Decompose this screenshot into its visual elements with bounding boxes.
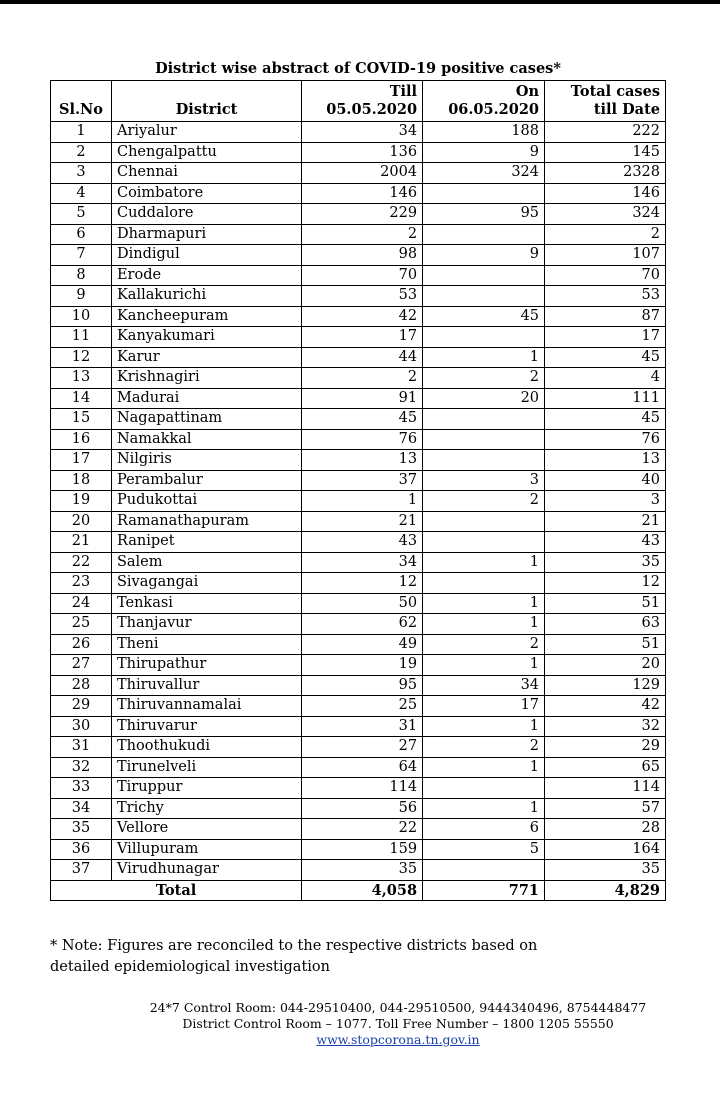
header-total-line1: Total cases xyxy=(570,83,660,100)
row-district: Ranipet xyxy=(111,532,301,553)
row-slno: 25 xyxy=(51,614,112,635)
row-district: Chengalpattu xyxy=(111,142,301,163)
row-slno: 19 xyxy=(51,491,112,512)
row-slno: 1 xyxy=(51,122,112,143)
row-slno: 21 xyxy=(51,532,112,553)
table-row xyxy=(51,183,666,204)
table-row xyxy=(51,593,666,614)
row-district: Tirunelveli xyxy=(111,757,301,778)
row-till: 17 xyxy=(302,327,423,348)
row-till: 91 xyxy=(302,388,423,409)
table-row xyxy=(51,450,666,471)
table-footer xyxy=(51,880,666,901)
row-district: Theni xyxy=(111,634,301,655)
row-on: 17 xyxy=(423,696,545,717)
note-line2: detailed epidemiological investigation xyxy=(50,959,330,975)
row-district: Thiruvannamalai xyxy=(111,696,301,717)
top-border xyxy=(0,0,720,4)
row-district: Cuddalore xyxy=(111,204,301,225)
table-row xyxy=(51,327,666,348)
row-district: Ramanathapuram xyxy=(111,511,301,532)
row-on xyxy=(423,573,545,594)
row-till: 229 xyxy=(302,204,423,225)
row-on: 3 xyxy=(423,470,545,491)
row-on: 6 xyxy=(423,819,545,840)
row-district: Thiruvarur xyxy=(111,716,301,737)
row-slno: 5 xyxy=(51,204,112,225)
row-total: 12 xyxy=(545,573,666,594)
row-on: 1 xyxy=(423,347,545,368)
row-on xyxy=(423,183,545,204)
row-on xyxy=(423,265,545,286)
row-on xyxy=(423,532,545,553)
header-slno: Sl.No xyxy=(51,81,112,122)
row-till: 34 xyxy=(302,122,423,143)
row-slno: 8 xyxy=(51,265,112,286)
row-slno: 12 xyxy=(51,347,112,368)
row-on xyxy=(423,286,545,307)
row-till: 13 xyxy=(302,450,423,471)
table-row xyxy=(51,675,666,696)
row-total: 107 xyxy=(545,245,666,266)
row-district: Coimbatore xyxy=(111,183,301,204)
table-row xyxy=(51,368,666,389)
row-till: 64 xyxy=(302,757,423,778)
row-on: 1 xyxy=(423,798,545,819)
table-row xyxy=(51,265,666,286)
row-till: 70 xyxy=(302,265,423,286)
website-link[interactable]: www.stopcorona.tn.gov.in xyxy=(316,1032,480,1047)
row-on: 9 xyxy=(423,142,545,163)
row-total: 57 xyxy=(545,798,666,819)
row-on xyxy=(423,224,545,245)
row-total: 324 xyxy=(545,204,666,225)
row-slno: 9 xyxy=(51,286,112,307)
row-till: 146 xyxy=(302,183,423,204)
table-row xyxy=(51,778,666,799)
row-till: 95 xyxy=(302,675,423,696)
row-district: Chennai xyxy=(111,163,301,184)
page-title: District wise abstract of COVID-19 positive cases* xyxy=(155,60,561,77)
row-till: 2 xyxy=(302,224,423,245)
row-till: 22 xyxy=(302,819,423,840)
row-till: 98 xyxy=(302,245,423,266)
row-total: 129 xyxy=(545,675,666,696)
row-slno: 22 xyxy=(51,552,112,573)
row-district: Villupuram xyxy=(111,839,301,860)
row-slno: 3 xyxy=(51,163,112,184)
table-row xyxy=(51,245,666,266)
row-on: 1 xyxy=(423,655,545,676)
note-line1: * Note: Figures are reconciled to the respective districts based on xyxy=(50,938,538,954)
row-total: 114 xyxy=(545,778,666,799)
table-row xyxy=(51,819,666,840)
row-total: 42 xyxy=(545,696,666,717)
row-till: 136 xyxy=(302,142,423,163)
row-till: 2 xyxy=(302,368,423,389)
row-total: 13 xyxy=(545,450,666,471)
table-row xyxy=(51,142,666,163)
note xyxy=(50,936,660,978)
row-on: 2 xyxy=(423,634,545,655)
row-district: Vellore xyxy=(111,819,301,840)
row-till: 25 xyxy=(302,696,423,717)
row-on: 1 xyxy=(423,716,545,737)
row-till: 12 xyxy=(302,573,423,594)
row-total: 145 xyxy=(545,142,666,163)
row-till: 34 xyxy=(302,552,423,573)
row-total: 2 xyxy=(545,224,666,245)
row-total: 32 xyxy=(545,716,666,737)
table-row xyxy=(51,798,666,819)
row-slno: 13 xyxy=(51,368,112,389)
row-total: 51 xyxy=(545,634,666,655)
row-district: Kancheepuram xyxy=(111,306,301,327)
row-district: Krishnagiri xyxy=(111,368,301,389)
row-total: 70 xyxy=(545,265,666,286)
row-total: 45 xyxy=(545,409,666,430)
table-header xyxy=(51,81,666,122)
row-total: 164 xyxy=(545,839,666,860)
row-slno: 2 xyxy=(51,142,112,163)
row-total: 3 xyxy=(545,491,666,512)
row-till: 31 xyxy=(302,716,423,737)
table-row xyxy=(51,122,666,143)
row-district: Nagapattinam xyxy=(111,409,301,430)
row-till: 2004 xyxy=(302,163,423,184)
header-on xyxy=(423,81,545,122)
row-till: 56 xyxy=(302,798,423,819)
row-total: 2328 xyxy=(545,163,666,184)
row-till: 19 xyxy=(302,655,423,676)
row-district: Pudukottai xyxy=(111,491,301,512)
row-district: Nilgiris xyxy=(111,450,301,471)
table-row xyxy=(51,552,666,573)
row-on xyxy=(423,429,545,450)
table-row xyxy=(51,757,666,778)
row-till: 53 xyxy=(302,286,423,307)
footer xyxy=(100,1000,696,1048)
row-on xyxy=(423,409,545,430)
row-slno: 4 xyxy=(51,183,112,204)
table-row xyxy=(51,409,666,430)
total-row xyxy=(51,880,666,901)
row-district: Trichy xyxy=(111,798,301,819)
row-till: 44 xyxy=(302,347,423,368)
header-till xyxy=(302,81,423,122)
table-row xyxy=(51,286,666,307)
table-row xyxy=(51,204,666,225)
row-till: 76 xyxy=(302,429,423,450)
row-on xyxy=(423,450,545,471)
total-label: Total xyxy=(51,880,302,901)
row-slno: 26 xyxy=(51,634,112,655)
row-slno: 7 xyxy=(51,245,112,266)
table-row xyxy=(51,429,666,450)
header-total-line2: till Date xyxy=(593,101,660,118)
table-row xyxy=(51,163,666,184)
total-on: 771 xyxy=(423,880,545,901)
row-total: 29 xyxy=(545,737,666,758)
row-slno: 30 xyxy=(51,716,112,737)
row-on: 2 xyxy=(423,491,545,512)
row-district: Tenkasi xyxy=(111,593,301,614)
row-slno: 18 xyxy=(51,470,112,491)
row-total: 87 xyxy=(545,306,666,327)
row-district: Dharmapuri xyxy=(111,224,301,245)
row-district: Dindigul xyxy=(111,245,301,266)
row-district: Thanjavur xyxy=(111,614,301,635)
table-row xyxy=(51,573,666,594)
row-slno: 28 xyxy=(51,675,112,696)
row-total: 35 xyxy=(545,860,666,881)
row-district: Virudhunagar xyxy=(111,860,301,881)
row-district: Tiruppur xyxy=(111,778,301,799)
row-total: 65 xyxy=(545,757,666,778)
header-district: District xyxy=(111,81,301,122)
row-on: 1 xyxy=(423,757,545,778)
table-row xyxy=(51,532,666,553)
header-total xyxy=(545,81,666,122)
row-total: 20 xyxy=(545,655,666,676)
table-row xyxy=(51,655,666,676)
row-till: 1 xyxy=(302,491,423,512)
row-till: 114 xyxy=(302,778,423,799)
row-slno: 32 xyxy=(51,757,112,778)
header-till-line1: Till xyxy=(389,83,418,100)
row-slno: 29 xyxy=(51,696,112,717)
row-on: 1 xyxy=(423,614,545,635)
row-slno: 14 xyxy=(51,388,112,409)
row-total: 63 xyxy=(545,614,666,635)
row-on: 9 xyxy=(423,245,545,266)
header-row xyxy=(51,81,666,122)
row-total: 111 xyxy=(545,388,666,409)
row-district: Madurai xyxy=(111,388,301,409)
row-slno: 10 xyxy=(51,306,112,327)
row-district: Thiruvallur xyxy=(111,675,301,696)
table-row xyxy=(51,470,666,491)
total-till: 4,058 xyxy=(302,880,423,901)
row-total: 51 xyxy=(545,593,666,614)
row-on xyxy=(423,327,545,348)
table-row xyxy=(51,716,666,737)
row-on xyxy=(423,511,545,532)
row-district: Salem xyxy=(111,552,301,573)
row-slno: 16 xyxy=(51,429,112,450)
row-total: 45 xyxy=(545,347,666,368)
table-row xyxy=(51,224,666,245)
row-on: 34 xyxy=(423,675,545,696)
row-slno: 34 xyxy=(51,798,112,819)
district-control-room: District Control Room – 1077. Toll Free Number – 1800 1205 55550 xyxy=(182,1016,614,1031)
row-on: 324 xyxy=(423,163,545,184)
row-till: 49 xyxy=(302,634,423,655)
table-row xyxy=(51,614,666,635)
row-on: 188 xyxy=(423,122,545,143)
row-district: Ariyalur xyxy=(111,122,301,143)
row-district: Erode xyxy=(111,265,301,286)
table-row xyxy=(51,860,666,881)
row-on xyxy=(423,860,545,881)
row-total: 222 xyxy=(545,122,666,143)
row-slno: 15 xyxy=(51,409,112,430)
header-on-line1: On xyxy=(515,83,540,100)
row-on: 5 xyxy=(423,839,545,860)
row-slno: 36 xyxy=(51,839,112,860)
row-slno: 33 xyxy=(51,778,112,799)
row-till: 21 xyxy=(302,511,423,532)
row-on: 45 xyxy=(423,306,545,327)
row-slno: 35 xyxy=(51,819,112,840)
row-slno: 6 xyxy=(51,224,112,245)
row-till: 35 xyxy=(302,860,423,881)
row-slno: 37 xyxy=(51,860,112,881)
row-slno: 31 xyxy=(51,737,112,758)
row-on: 2 xyxy=(423,737,545,758)
row-district: Perambalur xyxy=(111,470,301,491)
row-total: 4 xyxy=(545,368,666,389)
table-row xyxy=(51,491,666,512)
row-district: Thirupathur xyxy=(111,655,301,676)
table-row xyxy=(51,388,666,409)
row-total: 146 xyxy=(545,183,666,204)
row-on: 1 xyxy=(423,552,545,573)
cases-table xyxy=(50,80,666,901)
table-body xyxy=(51,122,666,881)
total-total: 4,829 xyxy=(545,880,666,901)
row-district: Sivagangai xyxy=(111,573,301,594)
row-till: 159 xyxy=(302,839,423,860)
table-row xyxy=(51,511,666,532)
row-total: 53 xyxy=(545,286,666,307)
row-district: Kallakurichi xyxy=(111,286,301,307)
row-slno: 27 xyxy=(51,655,112,676)
row-total: 28 xyxy=(545,819,666,840)
table-row xyxy=(51,737,666,758)
row-on: 20 xyxy=(423,388,545,409)
row-slno: 23 xyxy=(51,573,112,594)
row-till: 62 xyxy=(302,614,423,635)
row-till: 42 xyxy=(302,306,423,327)
table-row xyxy=(51,839,666,860)
row-total: 43 xyxy=(545,532,666,553)
row-till: 27 xyxy=(302,737,423,758)
control-room-numbers: 24*7 Control Room: 044-29510400, 044-29510500, 9444340496, 8754448477 xyxy=(149,1000,647,1015)
row-total: 21 xyxy=(545,511,666,532)
row-district: Kanyakumari xyxy=(111,327,301,348)
row-slno: 17 xyxy=(51,450,112,471)
row-on: 2 xyxy=(423,368,545,389)
table-row xyxy=(51,696,666,717)
table-row xyxy=(51,634,666,655)
row-district: Namakkal xyxy=(111,429,301,450)
row-on: 1 xyxy=(423,593,545,614)
row-total: 35 xyxy=(545,552,666,573)
row-on xyxy=(423,778,545,799)
row-till: 37 xyxy=(302,470,423,491)
row-total: 76 xyxy=(545,429,666,450)
row-till: 50 xyxy=(302,593,423,614)
row-slno: 20 xyxy=(51,511,112,532)
row-slno: 11 xyxy=(51,327,112,348)
header-till-line2: 05.05.2020 xyxy=(326,101,418,118)
row-district: Karur xyxy=(111,347,301,368)
header-on-line2: 06.05.2020 xyxy=(448,101,540,118)
row-district: Thoothukudi xyxy=(111,737,301,758)
row-total: 40 xyxy=(545,470,666,491)
row-on: 95 xyxy=(423,204,545,225)
row-till: 45 xyxy=(302,409,423,430)
row-slno: 24 xyxy=(51,593,112,614)
table-row xyxy=(51,347,666,368)
row-till: 43 xyxy=(302,532,423,553)
table-row xyxy=(51,306,666,327)
row-total: 17 xyxy=(545,327,666,348)
